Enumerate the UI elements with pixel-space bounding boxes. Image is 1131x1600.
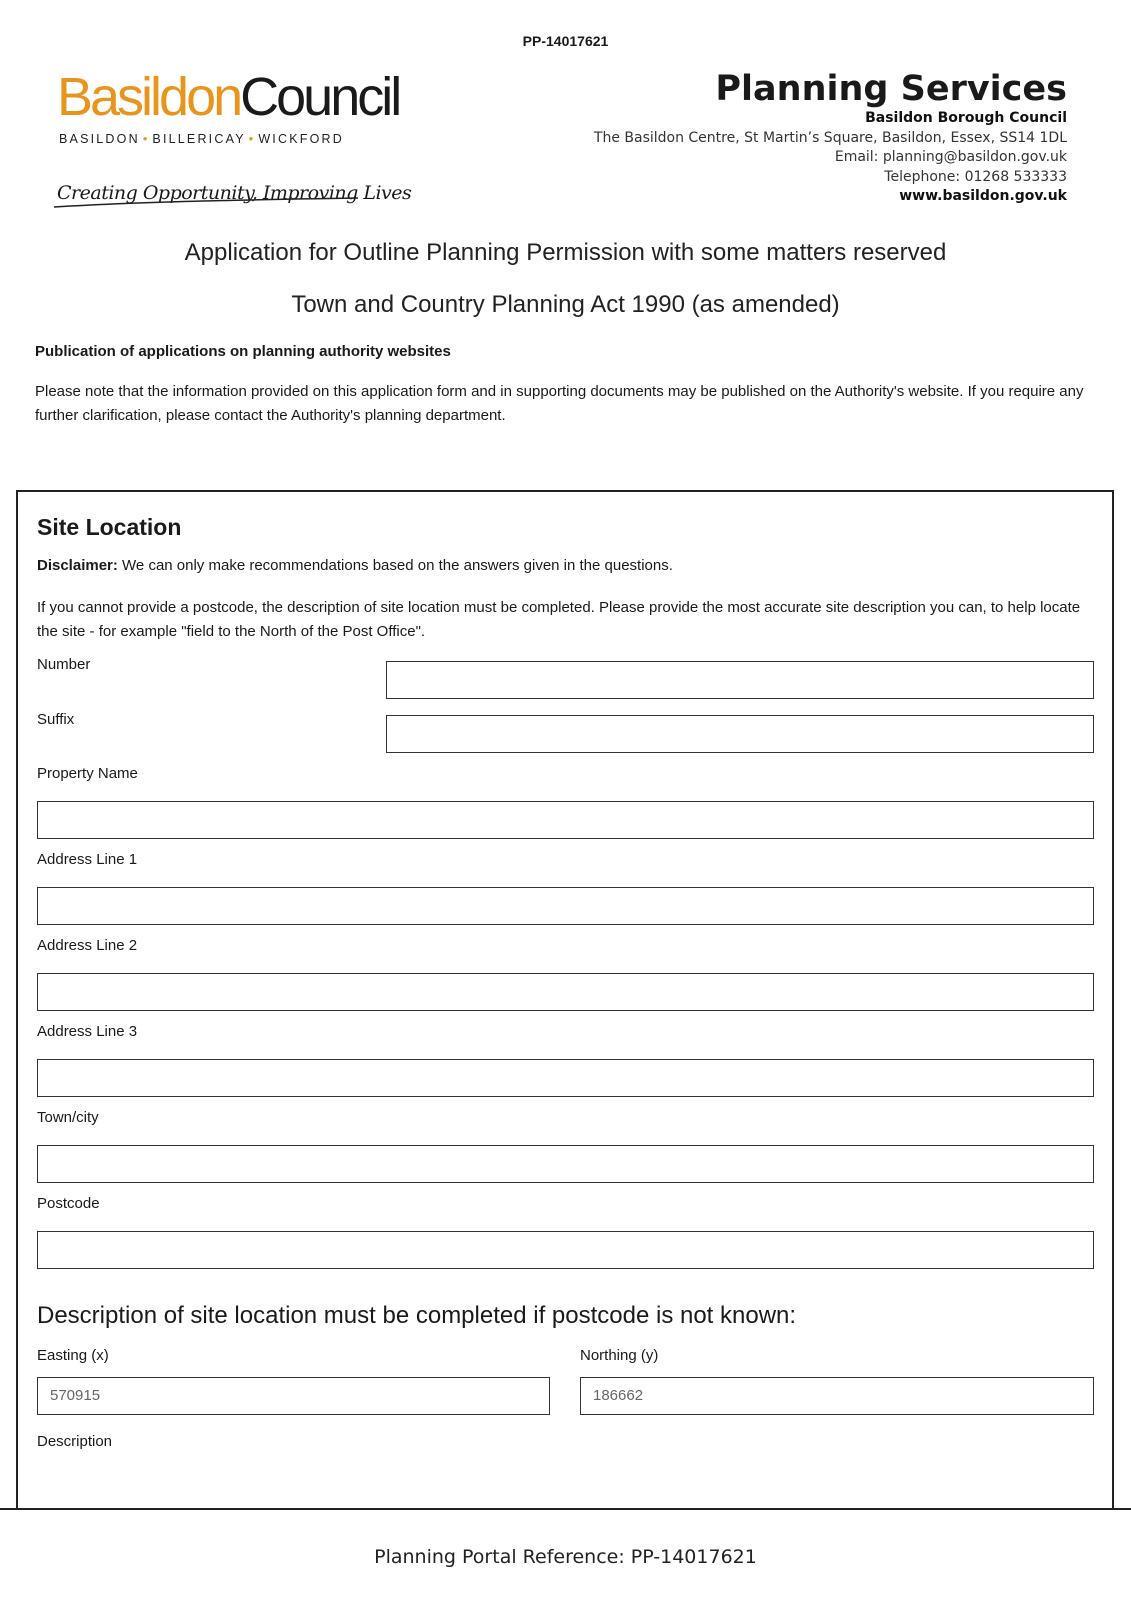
council-website: www.basildon.gov.uk	[899, 188, 1067, 205]
disclaimer-text: We can only make recommendations based on the answers given in the questions.	[117, 557, 673, 574]
council-address: The Basildon Centre, St Martin’s Square, Basildon, Essex, SS14 1DL	[593, 129, 1067, 146]
description-heading: Description of site location must be completed if postcode is not known:	[37, 1302, 797, 1329]
suffix-input[interactable]	[386, 715, 1094, 753]
property-name-label: Property Name	[37, 765, 138, 782]
council-telephone: Telephone: 01268 533333	[884, 168, 1067, 185]
publication-text: Please note that the information provided on this application form and in supporting documents may be published on the Authority's website. If you require any further clarification, please contact the Authority's planning department.	[35, 383, 1084, 424]
town-city-input[interactable]	[37, 1145, 1094, 1183]
description-label: Description	[37, 1433, 113, 1450]
form-title: Application for Outline Planning Permission with some matters reserved	[184, 239, 947, 266]
separator-dot-icon: •	[142, 132, 150, 146]
site-location-note: If you cannot provide a postcode, the description of site location must be completed. Please provide the most accurate site description you can, to help locate the site - for example "field to the North of the Post Office".	[37, 599, 1081, 640]
planning-services-title: Planning Services	[715, 69, 1067, 109]
logo-town: BILLERICAY	[152, 132, 246, 146]
easting-input[interactable]: 570915	[37, 1377, 550, 1415]
address-line-1-label: Address Line 1	[37, 851, 138, 868]
easting-label: Easting (x)	[37, 1347, 109, 1364]
number-input[interactable]	[386, 661, 1094, 699]
northing-label: Northing (y)	[580, 1347, 659, 1364]
logo-town: WICKFORD	[258, 132, 344, 146]
council-email: Email: planning@basildon.gov.uk	[834, 149, 1067, 166]
tagline-underline-icon	[52, 196, 362, 210]
postcode-input[interactable]	[37, 1231, 1094, 1269]
planning-services-block	[507, 70, 1067, 207]
address-line-2-label: Address Line 2	[37, 937, 138, 954]
property-name-input[interactable]	[37, 801, 1094, 839]
address-line-2-input[interactable]	[37, 973, 1094, 1011]
logo-word-basildon: Basildon	[57, 67, 241, 127]
document-reference: PP-14017621	[522, 33, 609, 49]
basildon-council-logo	[57, 67, 400, 127]
logo-tagline: Creating Opportunity, Improving Lives	[57, 182, 412, 204]
address-line-3-label: Address Line 3	[37, 1023, 138, 1040]
number-label: Number	[37, 656, 91, 673]
section-title: Site Location	[37, 514, 182, 540]
act-title: Town and Country Planning Act 1990 (as amended)	[291, 291, 840, 318]
logo-word-council: Council	[240, 67, 400, 127]
disclaimer	[37, 557, 673, 574]
postcode-label: Postcode	[37, 1195, 100, 1212]
logo-towns	[59, 132, 344, 146]
footer-reference: Planning Portal Reference: PP-14017621	[374, 1546, 757, 1568]
address-line-1-input[interactable]	[37, 887, 1094, 925]
disclaimer-label: Disclaimer:	[37, 557, 118, 574]
address-line-3-input[interactable]	[37, 1059, 1094, 1097]
northing-input[interactable]: 186662	[580, 1377, 1094, 1415]
logo-town: BASILDON	[59, 132, 140, 146]
footer-divider	[0, 1508, 1131, 1510]
suffix-label: Suffix	[37, 711, 75, 728]
council-name: Basildon Borough Council	[865, 110, 1067, 127]
publication-heading: Publication of applications on planning authority websites	[35, 343, 451, 360]
separator-dot-icon: •	[248, 132, 256, 146]
town-city-label: Town/city	[37, 1109, 99, 1126]
